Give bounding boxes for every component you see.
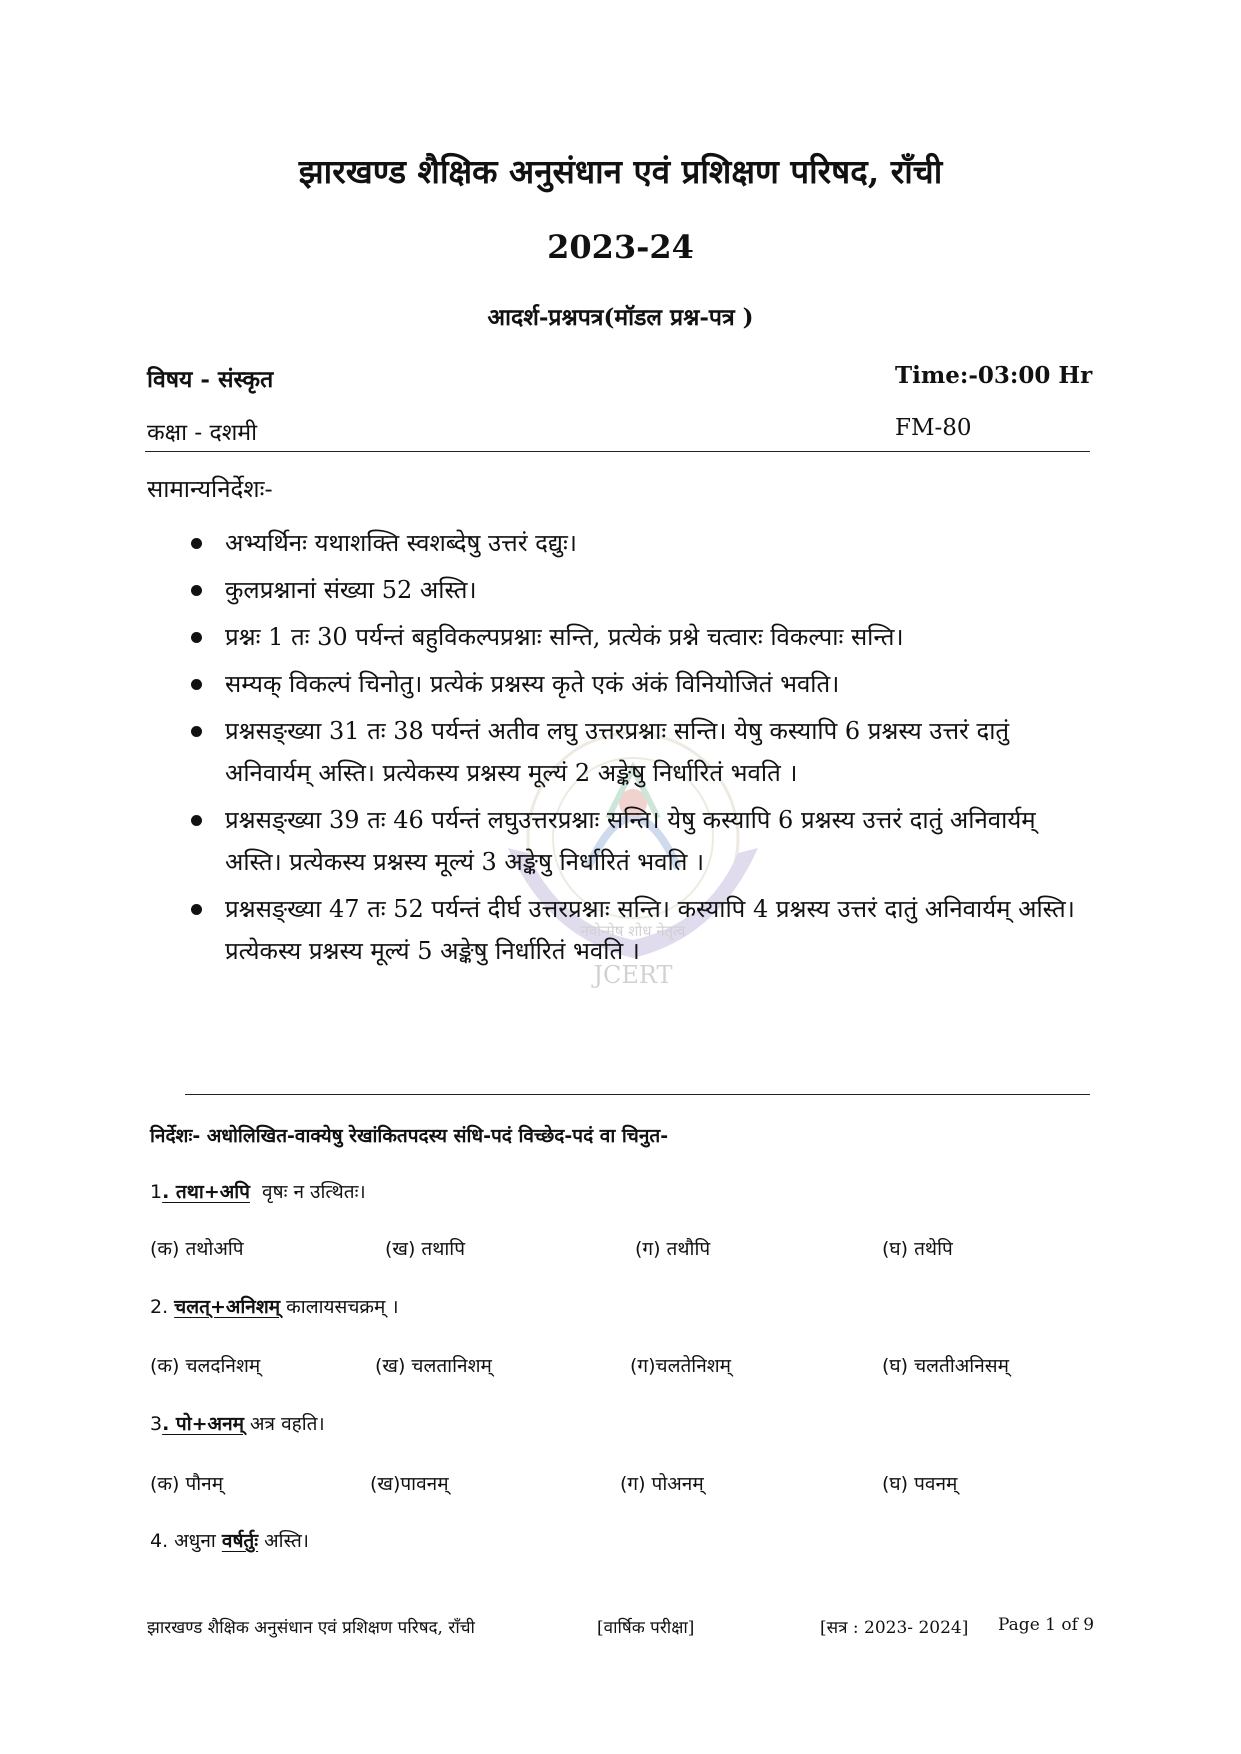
subject-label: विषय - संस्कृत	[147, 366, 274, 393]
footer-session: [सत्र : 2023- 2024]	[820, 1618, 969, 1638]
question-1	[150, 1178, 366, 1204]
paper-subtitle: आदर्श-प्रश्नपत्र(मॉडल प्रश्न-पत्र )	[487, 304, 754, 331]
underlined-word: . पो+अनम्	[162, 1413, 244, 1435]
question-number: 1	[150, 1181, 163, 1203]
class-label: कक्षा - दशमी	[147, 420, 258, 446]
instruction-item: प्रश्नसङ्ख्या 31 तः 38 पर्यन्तं अतीव लघु उत्तरप्रश्नाः सन्ति। येषु कस्यापि 6 प्रश्नस्य उत्तरं दातुं अनिवार्यम् अस्ति। प्रत्येकस्य प्रश्नस्य मूल्यं 2 अङ्केषु निर्धारितं भवति ।	[147, 710, 1097, 794]
page-title: झारखण्ड शैक्षिक अनुसंधान एवं प्रशिक्षण परिषद, राँची	[298, 152, 943, 191]
footer-org: झारखण्ड शैक्षिक अनुसंधान एवं प्रशिक्षण परिषद, राँची	[147, 1618, 475, 1638]
instructions-divider	[185, 1094, 1090, 1095]
instruction-item: प्रश्नसङ्ख्या 47 तः 52 पर्यन्तं दीर्घ उत्तरप्रश्नाः सन्ति। कस्यापि 4 प्रश्नस्य उत्तरं दातुं अनिवार्यम् अस्ति। प्रत्येकस्य प्रश्नस्य मूल्यं 5 अङ्केषु निर्धारितं भवति ।	[147, 888, 1097, 972]
watermark-motto: नवोन्मेष शोध नेतृत्व	[580, 922, 686, 940]
instruction-item: अभ्यर्थिनः यथाशक्ति स्वशब्देषु उत्तरं दद्युः।	[147, 522, 1097, 564]
option-ga[interactable]: (ग) तथौपि	[635, 1238, 711, 1260]
time-label: Time:-03:00 Hr	[895, 362, 1093, 389]
instruction-item: प्रश्नसङ्ख्या 39 तः 46 पर्यन्तं लघुउत्तरप्रश्नाः सन्ति। येषु कस्यापि 6 प्रश्नस्य उत्तरं दातुं अनिवार्यम् अस्ति। प्रत्येकस्य प्रश्नस्य मूल्यं 3 अङ्केषु निर्धारितं भवति ।	[147, 799, 1097, 883]
question-number: 3	[150, 1413, 163, 1435]
option-kha[interactable]: (ख) तथापि	[385, 1238, 466, 1260]
option-ga[interactable]: (ग)चलतेनिशम्	[630, 1355, 732, 1377]
option-gha[interactable]: (घ) चलतीअनिसम्	[882, 1355, 1009, 1377]
option-kha[interactable]: (ख)पावनम्	[370, 1473, 449, 1495]
question-number: 4. अधुना	[150, 1530, 222, 1552]
underlined-word: चलत्+अनिशम्	[174, 1296, 281, 1318]
watermark-jcert: JCERT	[593, 961, 673, 989]
instruction-item: सम्यक् विकल्पं चिनोतु। प्रत्येकं प्रश्नस्य कृते एकं अंकं विनियोजितं भवति।	[147, 663, 1097, 705]
question-2	[150, 1293, 399, 1319]
question-4	[150, 1527, 309, 1553]
instruction-item: प्रश्नः 1 तः 30 पर्यन्तं बहुविकल्पप्रश्नाः सन्ति, प्रत्येकं प्रश्ने चत्वारः विकल्पाः सन्ति।	[147, 616, 1097, 658]
underlined-word: . तथा+अपि	[162, 1181, 250, 1203]
full-marks-label: FM-80	[895, 415, 972, 441]
question-text: अत्र वहति।	[243, 1413, 325, 1435]
section-direction: निर्देशः- अधोलिखित-वाक्येषु रेखांकितपदस्य संधि-पदं विच्छेद-पदं वा चिनुत-	[150, 1125, 669, 1147]
option-ka[interactable]: (क) तथोअपि	[150, 1238, 244, 1260]
footer-page-number: Page 1 of 9	[998, 1615, 1095, 1635]
option-ka[interactable]: (क) पौनम्	[150, 1473, 224, 1495]
option-gha[interactable]: (घ) पवनम्	[882, 1473, 958, 1495]
instructions-heading: सामान्यनिर्देशः-	[147, 475, 273, 503]
header-divider	[145, 451, 1090, 452]
question-text: कालायसचक्रम् ।	[280, 1296, 399, 1318]
question-text: वृषः न उत्थितः।	[249, 1181, 366, 1203]
option-ka[interactable]: (क) चलदनिशम्	[150, 1355, 261, 1377]
instructions-list	[147, 522, 1097, 977]
session-year: 2023-24	[547, 228, 694, 266]
question-3	[150, 1410, 325, 1436]
option-gha[interactable]: (घ) तथेपि	[882, 1238, 953, 1260]
question-text: अस्ति।	[258, 1530, 309, 1552]
footer-exam: [वार्षिक परीक्षा]	[597, 1618, 695, 1638]
instruction-item: कुलप्रश्नानां संख्या 52 अस्ति।	[147, 569, 1097, 611]
question-number: 2.	[150, 1296, 175, 1318]
underlined-word: वर्षर्तुः	[221, 1530, 259, 1552]
option-kha[interactable]: (ख) चलतानिशम्	[375, 1355, 492, 1377]
option-ga[interactable]: (ग) पोअनम्	[620, 1473, 704, 1495]
